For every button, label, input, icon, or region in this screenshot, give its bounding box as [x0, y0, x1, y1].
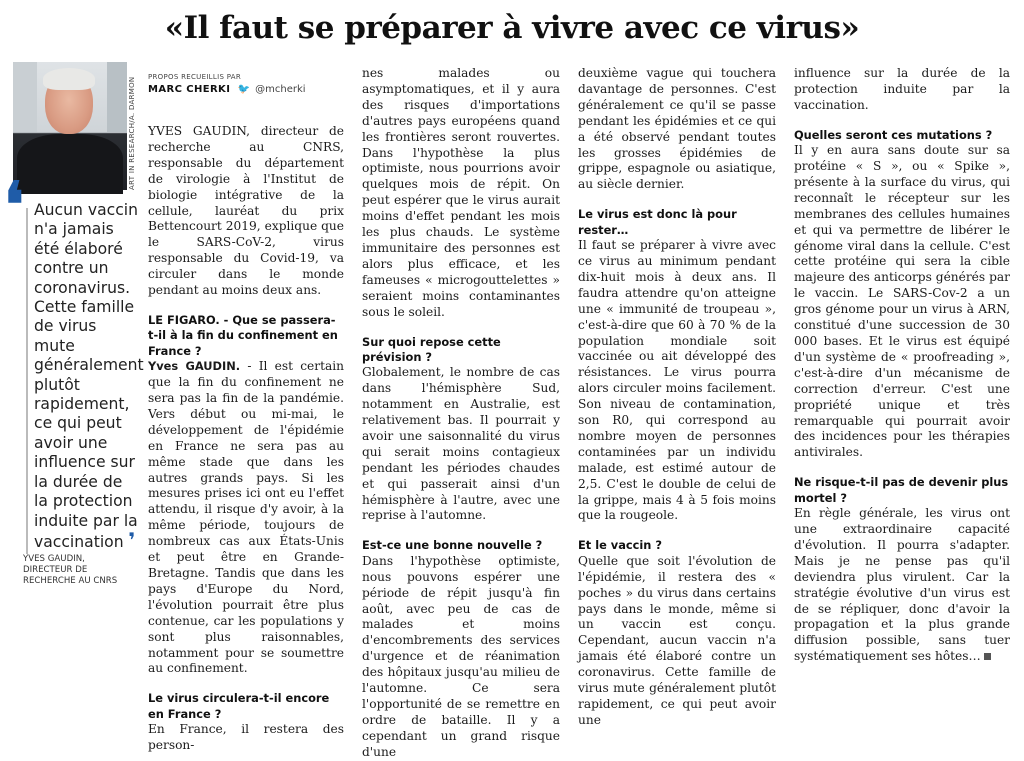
article-column-2: [362, 66, 560, 761]
photo-credit: ART IN RESEARCH/A. DARMON: [128, 76, 136, 190]
photo-background-left: [13, 62, 37, 132]
answer-text: En règle générale, les virus ont une extraordinaire capacité d'évolution. Il pourra s'adapter. Mais je ne pense pas qu'il deviendra plus virulent. Car la stratégie évolutive d'un virus est de se répliquer, donc d'avoir la propagation et la plus grande diffusion possible, sans tuer systématiquement ses hôtes…: [794, 506, 1010, 664]
pull-quote-text: Aucun vaccin n'a jamais été élaboré contre un coronavirus. Cette famille de virus mute généralement plutôt rapidement, ce qui peut avoir une influence sur la durée de la protection induite par la vaccination: [34, 201, 144, 551]
photo-shirt: [17, 134, 123, 194]
pull-quote-attribution: [23, 554, 139, 587]
question: Sur quoi repose cette prévision ?: [362, 334, 501, 364]
question: Le virus circulera-t-il encore en France ?: [148, 691, 330, 721]
article-column-1: [148, 124, 344, 754]
byline-label: PROPOS RECUEILLIS PAR: [148, 73, 242, 81]
open-quote-icon: ❛: [4, 168, 24, 241]
answer-paragraph: Il faut se préparer à vivre avec ce virus au minimum pendant dix-huit mois à deux ans. Il faudra attendre qu'on atteigne une « immunité de troupeau », c'est-à-dire que 60 à 70 % de la population mondiale soit vaccinée ou ait développé des résistances. Le virus pourra alors circuler moins facilement. Son niveau de contamination, son R0, qui correspond au nombre moyen de personnes contaminées par un individu malade, est estimé autour de 2,5. C'est le double de celui de la grippe, mais 4 à 5 fois moins que la rougeole.: [578, 238, 776, 523]
answer-paragraph: Globalement, le nombre de cas dans l'hémisphère Sud, notamment en Australie, est relativement bas. Il pourrait y avoir une saisonnalité du virus qui serait moins contagieux pendant les périodes chaudes et qui passerait ainsi d'un hémisphère à l'autre, avec une reprise à l'automne.: [362, 365, 560, 523]
attribution-line: DIRECTEUR DE: [23, 565, 88, 575]
answer-paragraph: Dans l'hypothèse optimiste, nous pouvons espérer une période de répit jusqu'à fin août, avec peu de cas de malades et moins d'encombrements des services d'urgence et de réanimation des hôpitaux jusqu'au milieu de l'automne. Ce sera l'opportunité de se remettre en ordre de bataille. Il y a cependant un grand risque d'une: [362, 553, 560, 759]
answer-paragraph: [148, 359, 344, 677]
photo-background-right: [107, 62, 127, 132]
answer-paragraph: influence sur la durée de la protection induite par la vaccination.: [794, 66, 1010, 112]
author-name: MARC CHERKI: [148, 84, 231, 95]
article-column-3: [578, 66, 776, 729]
question: Et le vaccin ?: [578, 538, 662, 553]
question: LE FIGARO. - Que se passera-t-il à la fin du confinement en France ?: [148, 312, 338, 358]
question: Ne risque-t-il pas de devenir plus mortel ?: [794, 475, 1009, 505]
twitter-icon[interactable]: 🐦: [237, 84, 250, 95]
answer-text: - Il est certain que la fin du confinement ne sera pas la fin de la pandémie. Vers début ou mi-mai, le développement de l'épidémie en France ne sera pas au même stade que dans les autres grands pays. Si les mesures prises ici ont eu l'effet attendu, il risque d'y avoir, à la même période, toujours de nombreux cas aux États-Unis et peut être en Grande-Bretagne. Tandis que dans les pays d'Europe du Nord, l'évolution pourrait être plus contenue, car les populations y sont plus raisonnables, notamment pour se soumettre au confinement.: [148, 359, 345, 676]
pull-quote-rule: [26, 208, 28, 554]
speaker-name: Yves GAUDIN.: [148, 359, 241, 374]
headline: «Il faut se préparer à vivre avec ce virus»: [164, 10, 860, 46]
attribution-line: YVES GAUDIN,: [23, 554, 85, 564]
intro-paragraph: YVES GAUDIN, directeur de recherche au CNRS, responsable du département de virologie à l'Institut de biologie intégrative de la cellule, lauréat du prix Bettencourt 2019, explique que le SARS-CoV-2, virus responsable du Covid-19, va circuler dans le monde pendant au moins deux ans.: [148, 124, 344, 298]
answer-paragraph: deuxième vague qui touchera davantage de personnes. C'est généralement ce qu'il se passe pendant les épidémies et ce qui a été observé pendant toutes les grosses épidémies de grippe, espagnole ou asiatique, au siècle dernier.: [578, 66, 776, 192]
answer-paragraph: nes malades ou asymptomatiques, et il y aura des risques d'importations d'autres pays européens quand les frontières seront rouvertes. Dans l'hypothèse la plus optimiste, nous pourrions avoir quelques mois de répit. On peut espérer que le virus aurait moins d'effet pendant les mois les plus chauds. Le système immunitaire des personnes est alors plus efficace, et les fameuses « microgouttelettes » seraient moins contaminantes sous le soleil.: [362, 66, 560, 319]
pull-quote: [34, 201, 144, 552]
byline: [148, 84, 306, 95]
question: Est-ce une bonne nouvelle ?: [362, 538, 543, 553]
answer-paragraph: Quelle que soit l'évolution de l'épidémie, il restera des « poches » du virus dans certains pays dans le monde, même si un vaccin est conçu. Cependant, aucun vaccin n'a jamais été élaboré contre un coronavirus. Cette famille de virus mute généralement plutôt rapidement, ce qui peut avoir une: [578, 553, 776, 727]
answer-paragraph: En France, il restera des person-: [148, 722, 344, 753]
attribution-line: RECHERCHE AU CNRS: [23, 576, 118, 586]
article-column-4: [794, 66, 1010, 665]
portrait-photo: [13, 62, 127, 190]
question: Quelles seront ces mutations ?: [794, 127, 993, 142]
question: Le virus est donc là pour rester…: [578, 207, 737, 237]
end-of-article-icon: [984, 653, 991, 660]
answer-paragraph: Il y en aura sans doute sur sa protéine « S », ou « Spike », présente à la surface du virus, qui reconnaît le récepteur sur les membranes des cellules humaines et qui va permettre de libérer le génome viral dans la cellule. C'est cette protéine qui sera la cible majeure des anticorps générés par le vaccin. Le SARS-Cov-2 a un gros génome pour un virus à ARN, constitué d'une succession de 30 000 bases. Et le virus est équipé d'un système de « proofreading », c'est-à-dire d'un mécanisme de correction d'erreur. C'est une propriété unique et très remarquable qui pourrait avoir des incidences pour les thérapies antivirales.: [794, 143, 1010, 460]
close-quote-icon: ❜: [128, 527, 136, 552]
photo-hair: [43, 68, 95, 90]
twitter-handle[interactable]: @mcherki: [255, 84, 306, 95]
answer-paragraph: [794, 506, 1010, 665]
